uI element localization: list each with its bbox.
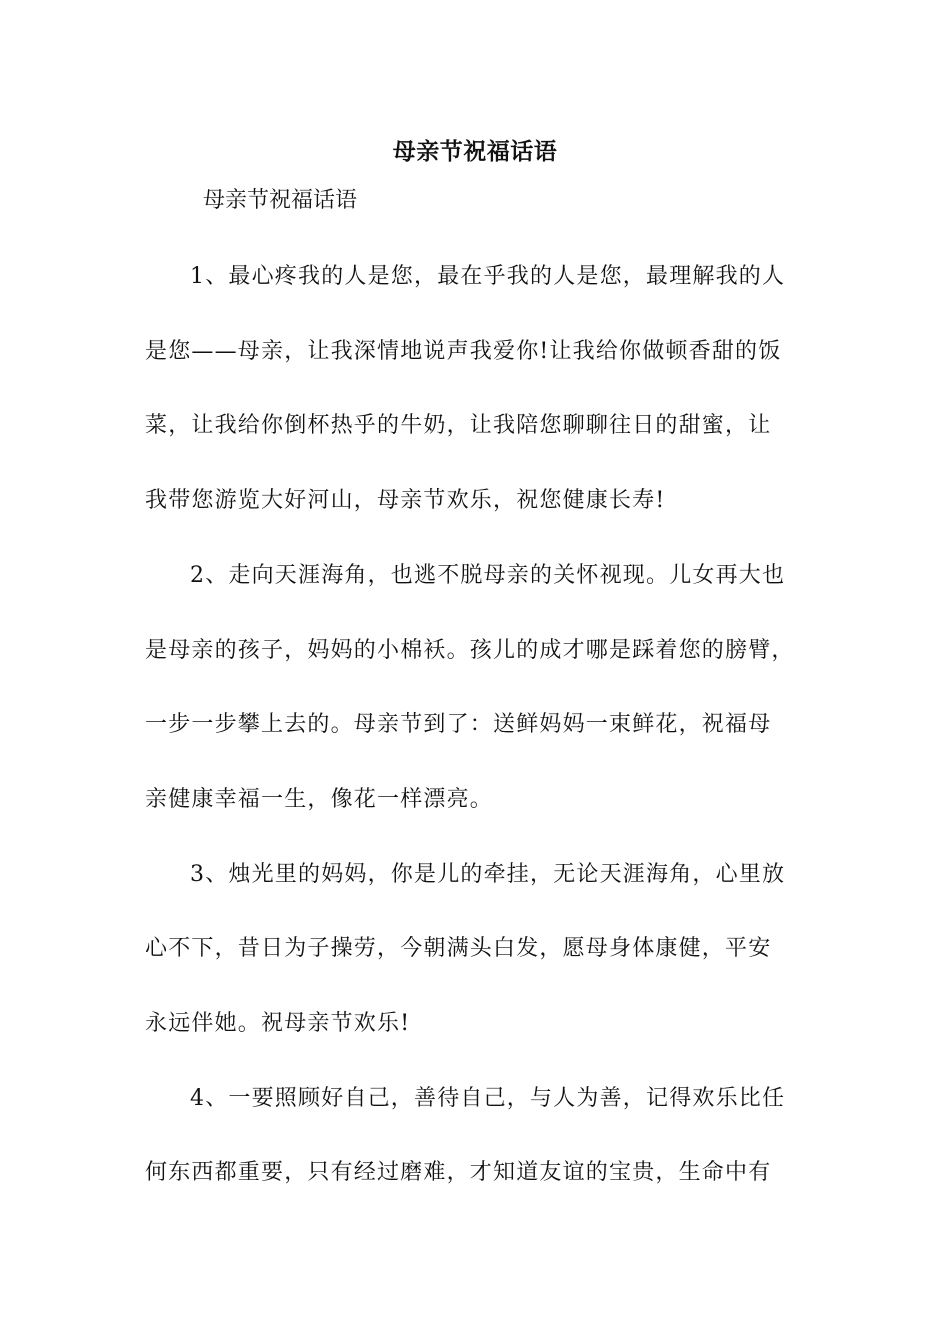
paragraph-2-line-1: 2、走向天涯海角，也逃不脱母亲的关怀视现。儿女再大也 [190,563,786,588]
paragraph-2-line-3: 一步一步攀上去的。母亲节到了：送鲜妈妈一束鲜花，祝福母 [145,712,772,737]
paragraph-1-line-4: 我带您游览大好河山，母亲节欢乐，祝您健康长寿! [145,488,666,513]
paragraph-4-line-2: 何东西都重要，只有经过磨难，才知道友谊的宝贵，生命中有 [145,1160,772,1185]
document-subtitle: 母亲节祝福话语 [203,188,358,213]
paragraph-1-line-1: 1、最心疼我的人是您，最在乎我的人是您，最理解我的人 [190,264,786,289]
document-title: 母亲节祝福话语 [392,138,558,165]
paragraph-3-line-2: 心不下，昔日为子操劳，今朝满头白发，愿母身体康健，平安 [145,936,772,961]
paragraph-4-line-1: 4、一要照顾好自己，善待自己，与人为善，记得欢乐比任 [190,1086,786,1111]
paragraph-3-line-1: 3、烛光里的妈妈，你是儿的牵挂，无论天涯海角，心里放 [190,862,786,887]
paragraph-3-line-3: 永远伴她。祝母亲节欢乐! [145,1011,411,1036]
paragraph-1-line-3: 菜，让我给你倒杯热乎的牛奶，让我陪您聊聊往日的甜蜜，让 [145,413,772,438]
paragraph-2-line-2: 是母亲的孩子，妈妈的小棉袄。孩儿的成才哪是踩着您的膀臂， [145,638,795,663]
paragraph-1-line-2: 是您——母亲，让我深情地说声我爱你!让我给你做顿香甜的饭 [145,339,782,364]
paragraph-2-line-4: 亲健康幸福一生，像花一样漂亮。 [145,787,494,812]
